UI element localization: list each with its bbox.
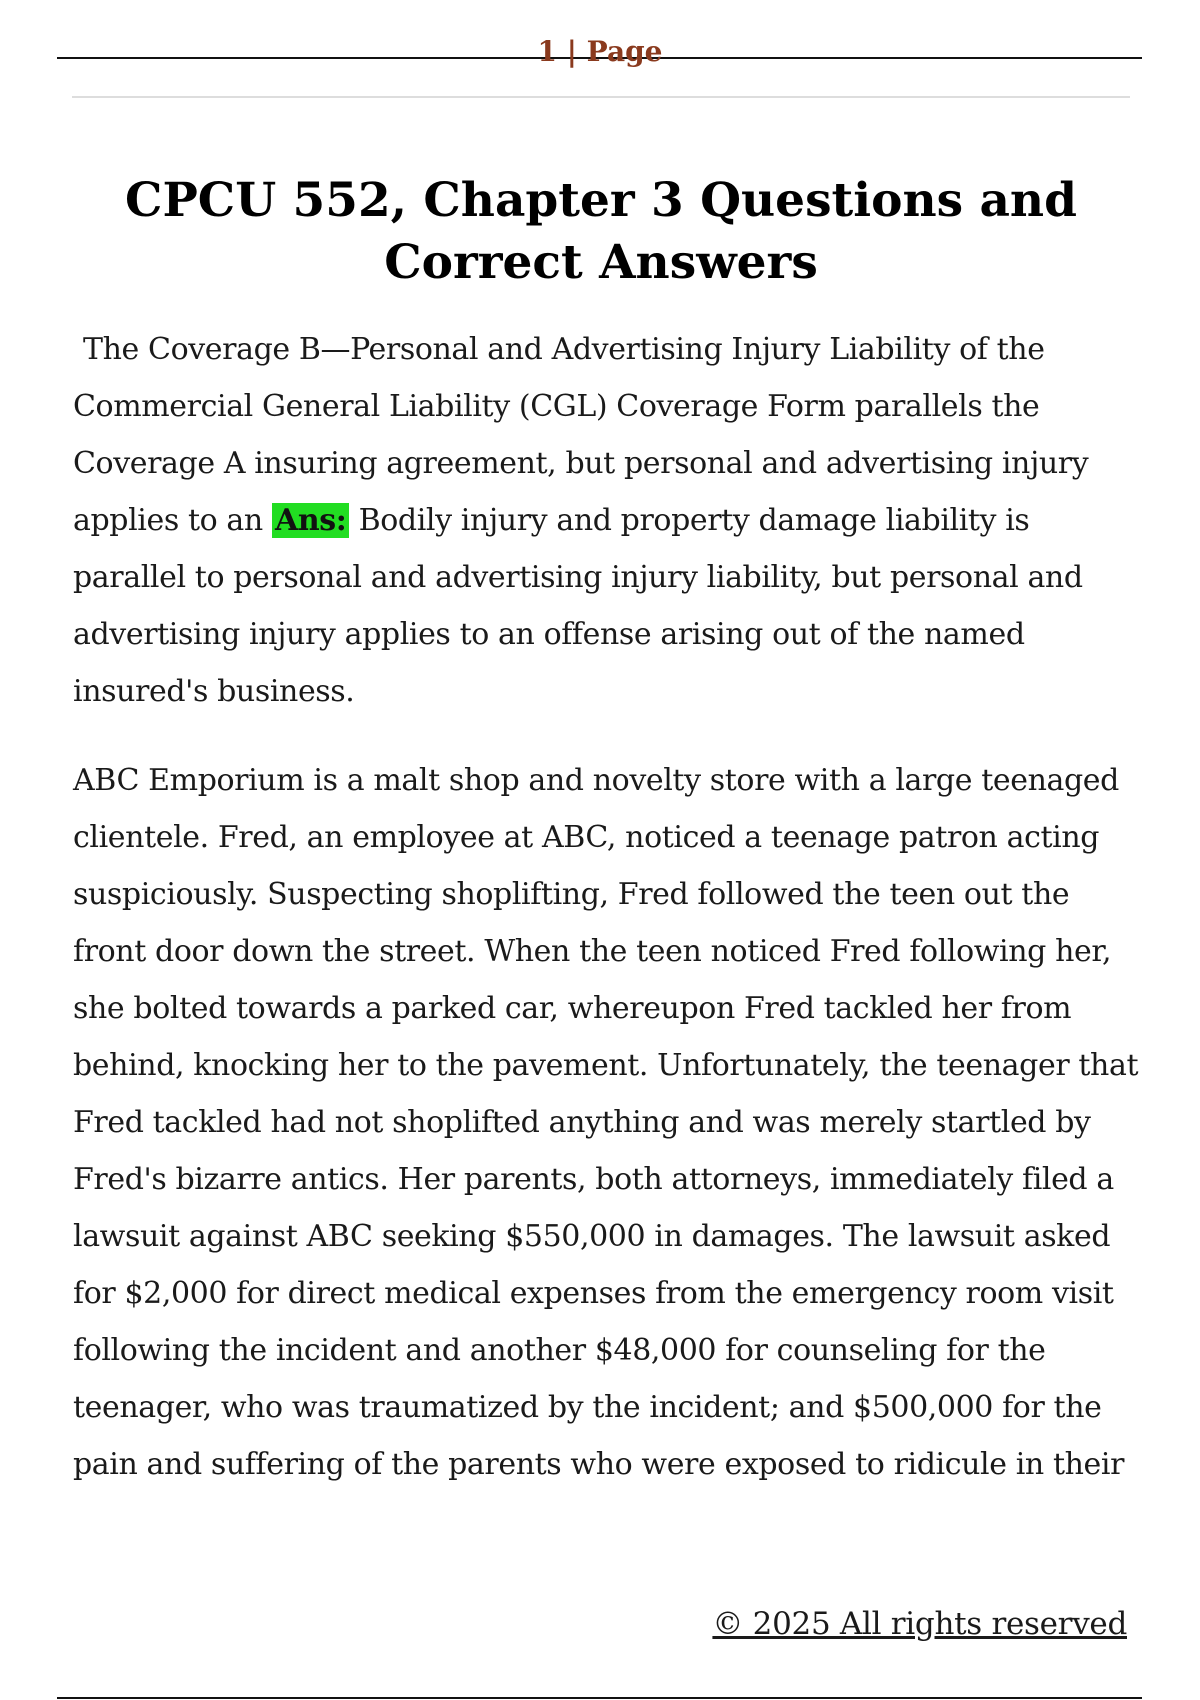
answer-text: Bodily injury and property damage liability is parallel to personal and advertising injury liability, but personal and advertising injury applies to an offense arising out of the named insured's business. (73, 503, 1083, 709)
question-paragraph (73, 321, 1143, 720)
footer-rule (57, 1697, 1142, 1699)
header-divider (72, 96, 1130, 98)
copyright-notice: © 2025 All rights reserved (712, 1606, 1127, 1642)
page-number: 1 | Page (537, 35, 663, 68)
scenario-paragraph: ABC Emporium is a malt shop and novelty store with a large teenaged clientele. Fred, an employee at ABC, noticed a teenage patron acting suspiciously. Suspecting shoplifting, Fred followed the teen out the front door down the street. When the teen noticed Fred following her, she bolted towards a parked car, whereupon Fred tackled her from behind, knocking her to the pavement. Unfortunately, the teenager that Fred tackled had not shoplifted anything and was merely startled by Fred's bizarre antics. Her parents, both attorneys, immediately filed a lawsuit against ABC seeking $550,000 in damages. The lawsuit asked for $2,000 for direct medical expenses from the emergency room visit following the incident and another $48,000 for counseling for the teenager, who was traumatized by the incident; and $500,000 for the pain and suffering of the parents who were exposed to ridicule in their (73, 763, 1139, 1482)
document-title: CPCU 552, Chapter 3 Questions and Correct Answers (125, 173, 1077, 290)
question-text: The Coverage B—Personal and Advertising Injury Liability of the Commercial General Liability (CGL) Coverage Form parallels the Coverage A insuring agreement, but personal and advertising injury applies to an (73, 332, 1089, 538)
document-body (73, 321, 1143, 1493)
answer-label: Ans: (272, 503, 349, 538)
